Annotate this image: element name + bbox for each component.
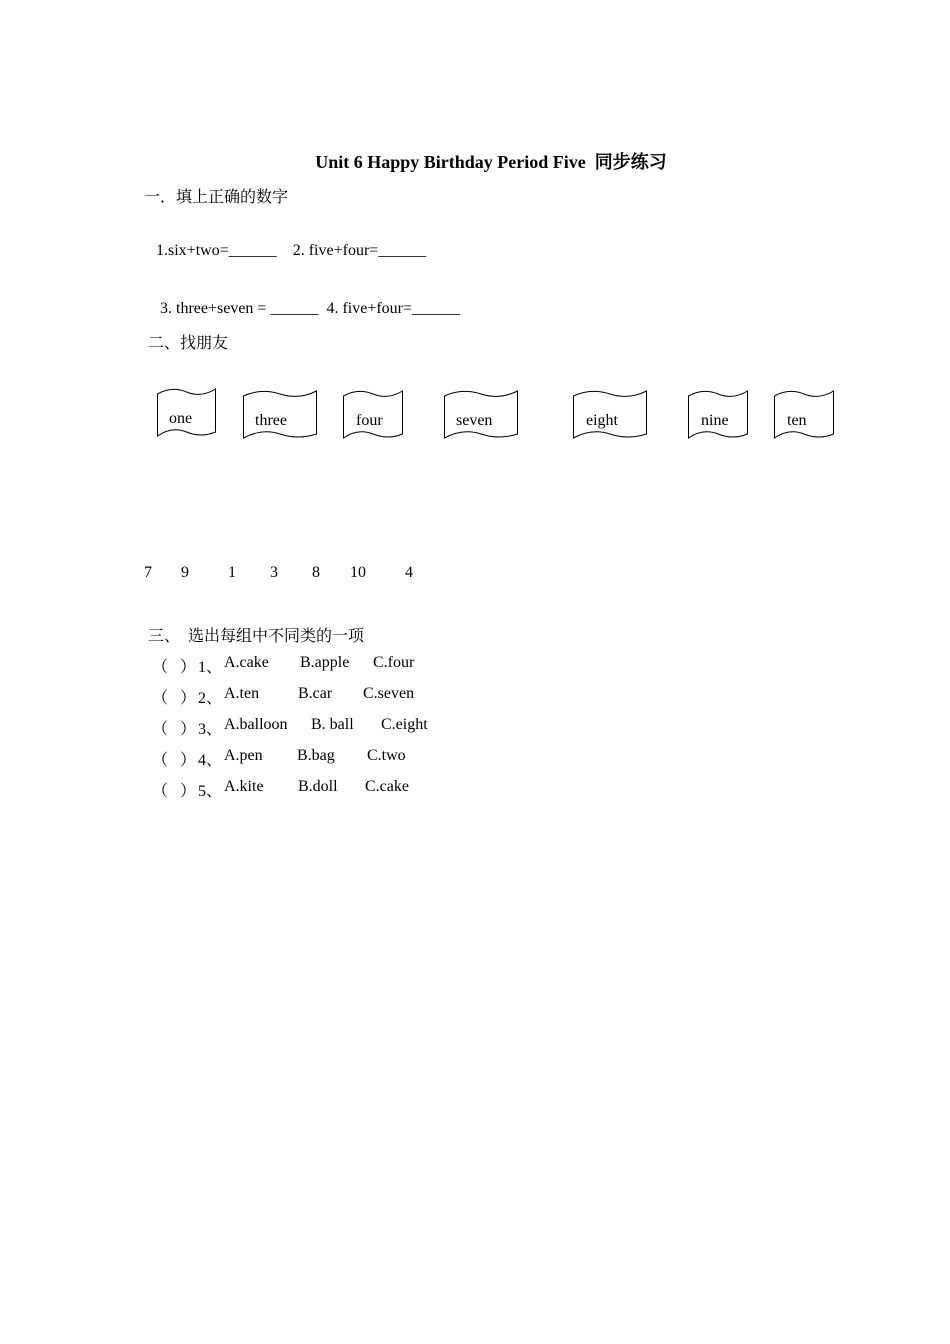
word-label: seven: [456, 412, 493, 429]
word-card-ten: [774, 388, 834, 440]
word-card-four: [343, 388, 403, 440]
word-label: four: [356, 412, 383, 429]
answer-bracket[interactable]: （ ）: [152, 783, 197, 800]
section1-heading: 一．填上正确的数字: [144, 189, 289, 206]
number-item: 10: [350, 564, 366, 581]
item-number: 1、: [198, 659, 223, 676]
option-c: C.four: [373, 654, 415, 671]
word-label: one: [169, 410, 193, 427]
number-item: 1: [228, 564, 236, 581]
option-c: C.seven: [363, 685, 415, 702]
number-item: 8: [312, 564, 320, 581]
answer-bracket[interactable]: （ ）: [152, 659, 197, 676]
word-label: ten: [787, 412, 807, 429]
option-b: B.doll: [298, 778, 338, 795]
option-a: A.pen: [224, 747, 263, 764]
option-a: A.balloon: [224, 716, 288, 733]
option-b: B.car: [298, 685, 333, 702]
option-c: C.eight: [381, 716, 428, 733]
option-c: C.cake: [365, 778, 409, 795]
option-a: A.kite: [224, 778, 264, 795]
answer-bracket[interactable]: （ ）: [152, 752, 197, 769]
word-card-eight: [573, 388, 647, 440]
option-b: B.bag: [297, 747, 335, 764]
section2-heading: 二、找朋友: [148, 335, 229, 352]
item-number: 5、: [198, 783, 223, 800]
number-item: 4: [405, 564, 413, 581]
word-card-three: [243, 388, 317, 440]
word-card-one: [157, 386, 216, 438]
word-label: eight: [586, 412, 618, 429]
option-b: B. ball: [311, 716, 354, 733]
word-label: nine: [701, 412, 729, 429]
number-item: 3: [270, 564, 278, 581]
option-c: C.two: [367, 747, 406, 764]
number-item: 9: [181, 564, 189, 581]
section1-line-2: 3. three+seven = ______ 4. five+four=______: [160, 300, 461, 317]
word-label: three: [255, 412, 287, 429]
answer-bracket[interactable]: （ ）: [152, 721, 197, 738]
section1-line-1: 1.six+two=______ 2. five+four=______: [156, 242, 427, 259]
word-card-nine: [688, 388, 748, 440]
number-item: 7: [144, 564, 152, 581]
section3-heading: 三、 选出每组中不同类的一项: [148, 628, 365, 645]
word-card-seven: [444, 388, 518, 440]
answer-bracket[interactable]: （ ）: [152, 690, 197, 707]
item-number: 2、: [198, 690, 223, 707]
item-number: 3、: [198, 721, 223, 738]
worksheet-title: Unit 6 Happy Birthday Period Five 同步练习: [315, 152, 667, 172]
option-a: A.cake: [224, 654, 269, 671]
item-number: 4、: [198, 752, 223, 769]
option-b: B.apple: [300, 654, 350, 671]
option-a: A.ten: [224, 685, 260, 702]
